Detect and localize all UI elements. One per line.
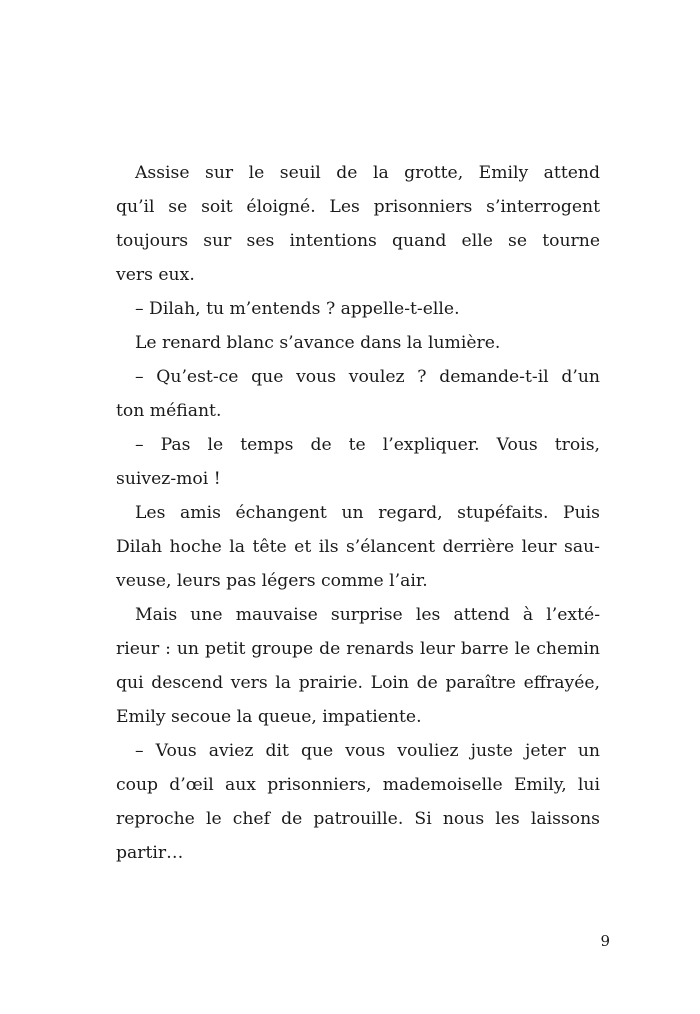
text-line: Le renard blanc s’avance dans la lumière. [135, 333, 501, 353]
text-line: – Pas le temps de te l’expliquer. Vous trois, [135, 435, 600, 455]
text-line: coup d’œil aux prisonniers, mademoiselle Emily, lui [116, 775, 600, 795]
text-line: Les amis échangent un regard, stupéfaits. Puis [135, 503, 600, 523]
text-line: Emily secoue la queue, impatiente. [116, 707, 422, 727]
text-line: – Qu’est-ce que vous voulez ? demande-t-il d’un [135, 367, 600, 387]
text-line: reproche le chef de patrouille. Si nous les laissons [116, 809, 600, 829]
text-line: suivez-moi ! [116, 469, 221, 489]
text-line: qui descend vers la prairie. Loin de paraître effrayée, [116, 673, 600, 693]
text-line: ton méfiant. [116, 401, 222, 421]
page-number: 9 [600, 932, 610, 950]
text-line: qu’il se soit éloigné. Les prisonniers s’interrogent [116, 197, 600, 217]
text-line: Assise sur le seuil de la grotte, Emily attend [135, 163, 600, 183]
text-line: partir… [116, 843, 184, 863]
text-line: rieur : un petit groupe de renards leur barre le chemin [116, 639, 600, 659]
text-line: Mais une mauvaise surprise les attend à l’exté- [135, 605, 600, 625]
text-line: – Dilah, tu m’entends ? appelle-t-elle. [135, 299, 460, 319]
body-text [116, 156, 600, 870]
text-line: veuse, leurs pas légers comme l’air. [116, 571, 428, 591]
text-line: vers eux. [116, 265, 195, 285]
text-line: Dilah hoche la tête et ils s’élancent derrière leur sau- [116, 537, 600, 557]
text-line: – Vous aviez dit que vous vouliez juste jeter un [135, 741, 600, 761]
text-line: toujours sur ses intentions quand elle se tourne [116, 231, 600, 251]
